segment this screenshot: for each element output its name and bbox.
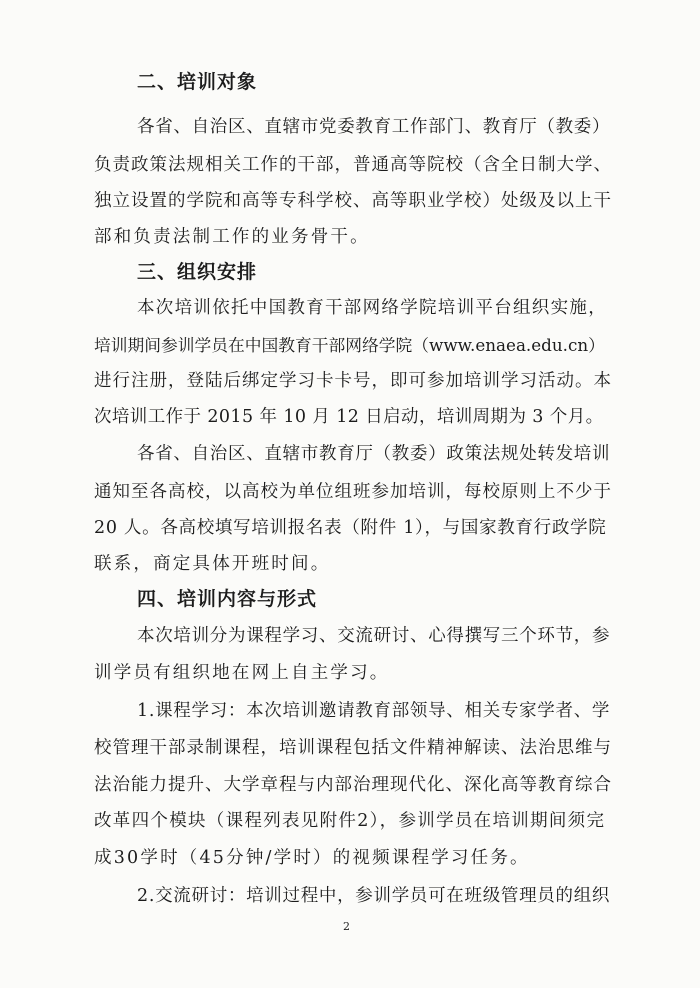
paragraph-line: 各省、自治区、直辖市党委教育工作部门、教育厅（教委） [137,117,611,137]
paragraph-line: 成30学时（45分钟/学时）的视频课程学习任务。 [94,848,530,868]
paragraph-line: 改革四个模块（课程列表见附件2），参训学员在培训期间须完 [94,811,606,831]
paragraph-line: 本次培训依托中国教育干部网络学院培训平台组织实施， [137,298,607,318]
paragraph-line: 通知至各高校，以高校为单位组班参加培训，每校原则上不少于 [94,482,612,502]
paragraph-line: 20 人。各高校填写培训报名表（附件 1），与国家教育行政学院 [94,518,607,538]
paragraph-line: 2.交流研讨：培训过程中，参训学员可在班级管理员的组织 [137,886,611,906]
section-heading-4: 四、培训内容与形式 [137,588,318,610]
paragraph-line: 训学员有组织地在网上自主学习。 [94,663,390,683]
paragraph-line: 各省、自治区、直辖市教育厅（教委）政策法规处转发培训 [137,444,611,464]
paragraph-line: 进行注册，登陆后绑定学习卡卡号，即可参加培训学习活动。本 [94,371,612,391]
paragraph-line: 联系，商定具体开班时间。 [94,554,331,574]
paragraph-line: 本次培训分为课程学习、交流研讨、心得撰写三个环节，参 [137,626,611,646]
paragraph-line: 校管理干部录制课程，培训课程包括文件精神解读、法治思维与 [94,738,612,758]
paragraph-line: 1.课程学习：本次培训邀请教育部领导、相关专家学者、学 [137,701,611,721]
section-heading-2: 二、培训对象 [137,71,258,93]
paragraph-line: 部和负责法制工作的业务骨干。 [94,227,370,247]
paragraph-line: 次培训工作于 2015 年 10 月 12 日启动，培训周期为 3 个月。 [94,407,604,427]
section-heading-3: 三、组织安排 [137,261,258,283]
page-number: 2 [343,920,350,933]
paragraph-line: 独立设置的学院和高等专科学校、高等职业学校）处级及以上干 [94,191,612,211]
paragraph-line: 负责政策法规相关工作的干部，普通高等院校（含全日制大学、 [94,155,612,175]
paragraph-line: 法治能力提升、大学章程与内部治理现代化、深化高等教育综合 [94,775,612,795]
paragraph-line: 培训期间参训学员在中国教育干部网络学院（www.enaea.edu.cn） [94,335,605,355]
